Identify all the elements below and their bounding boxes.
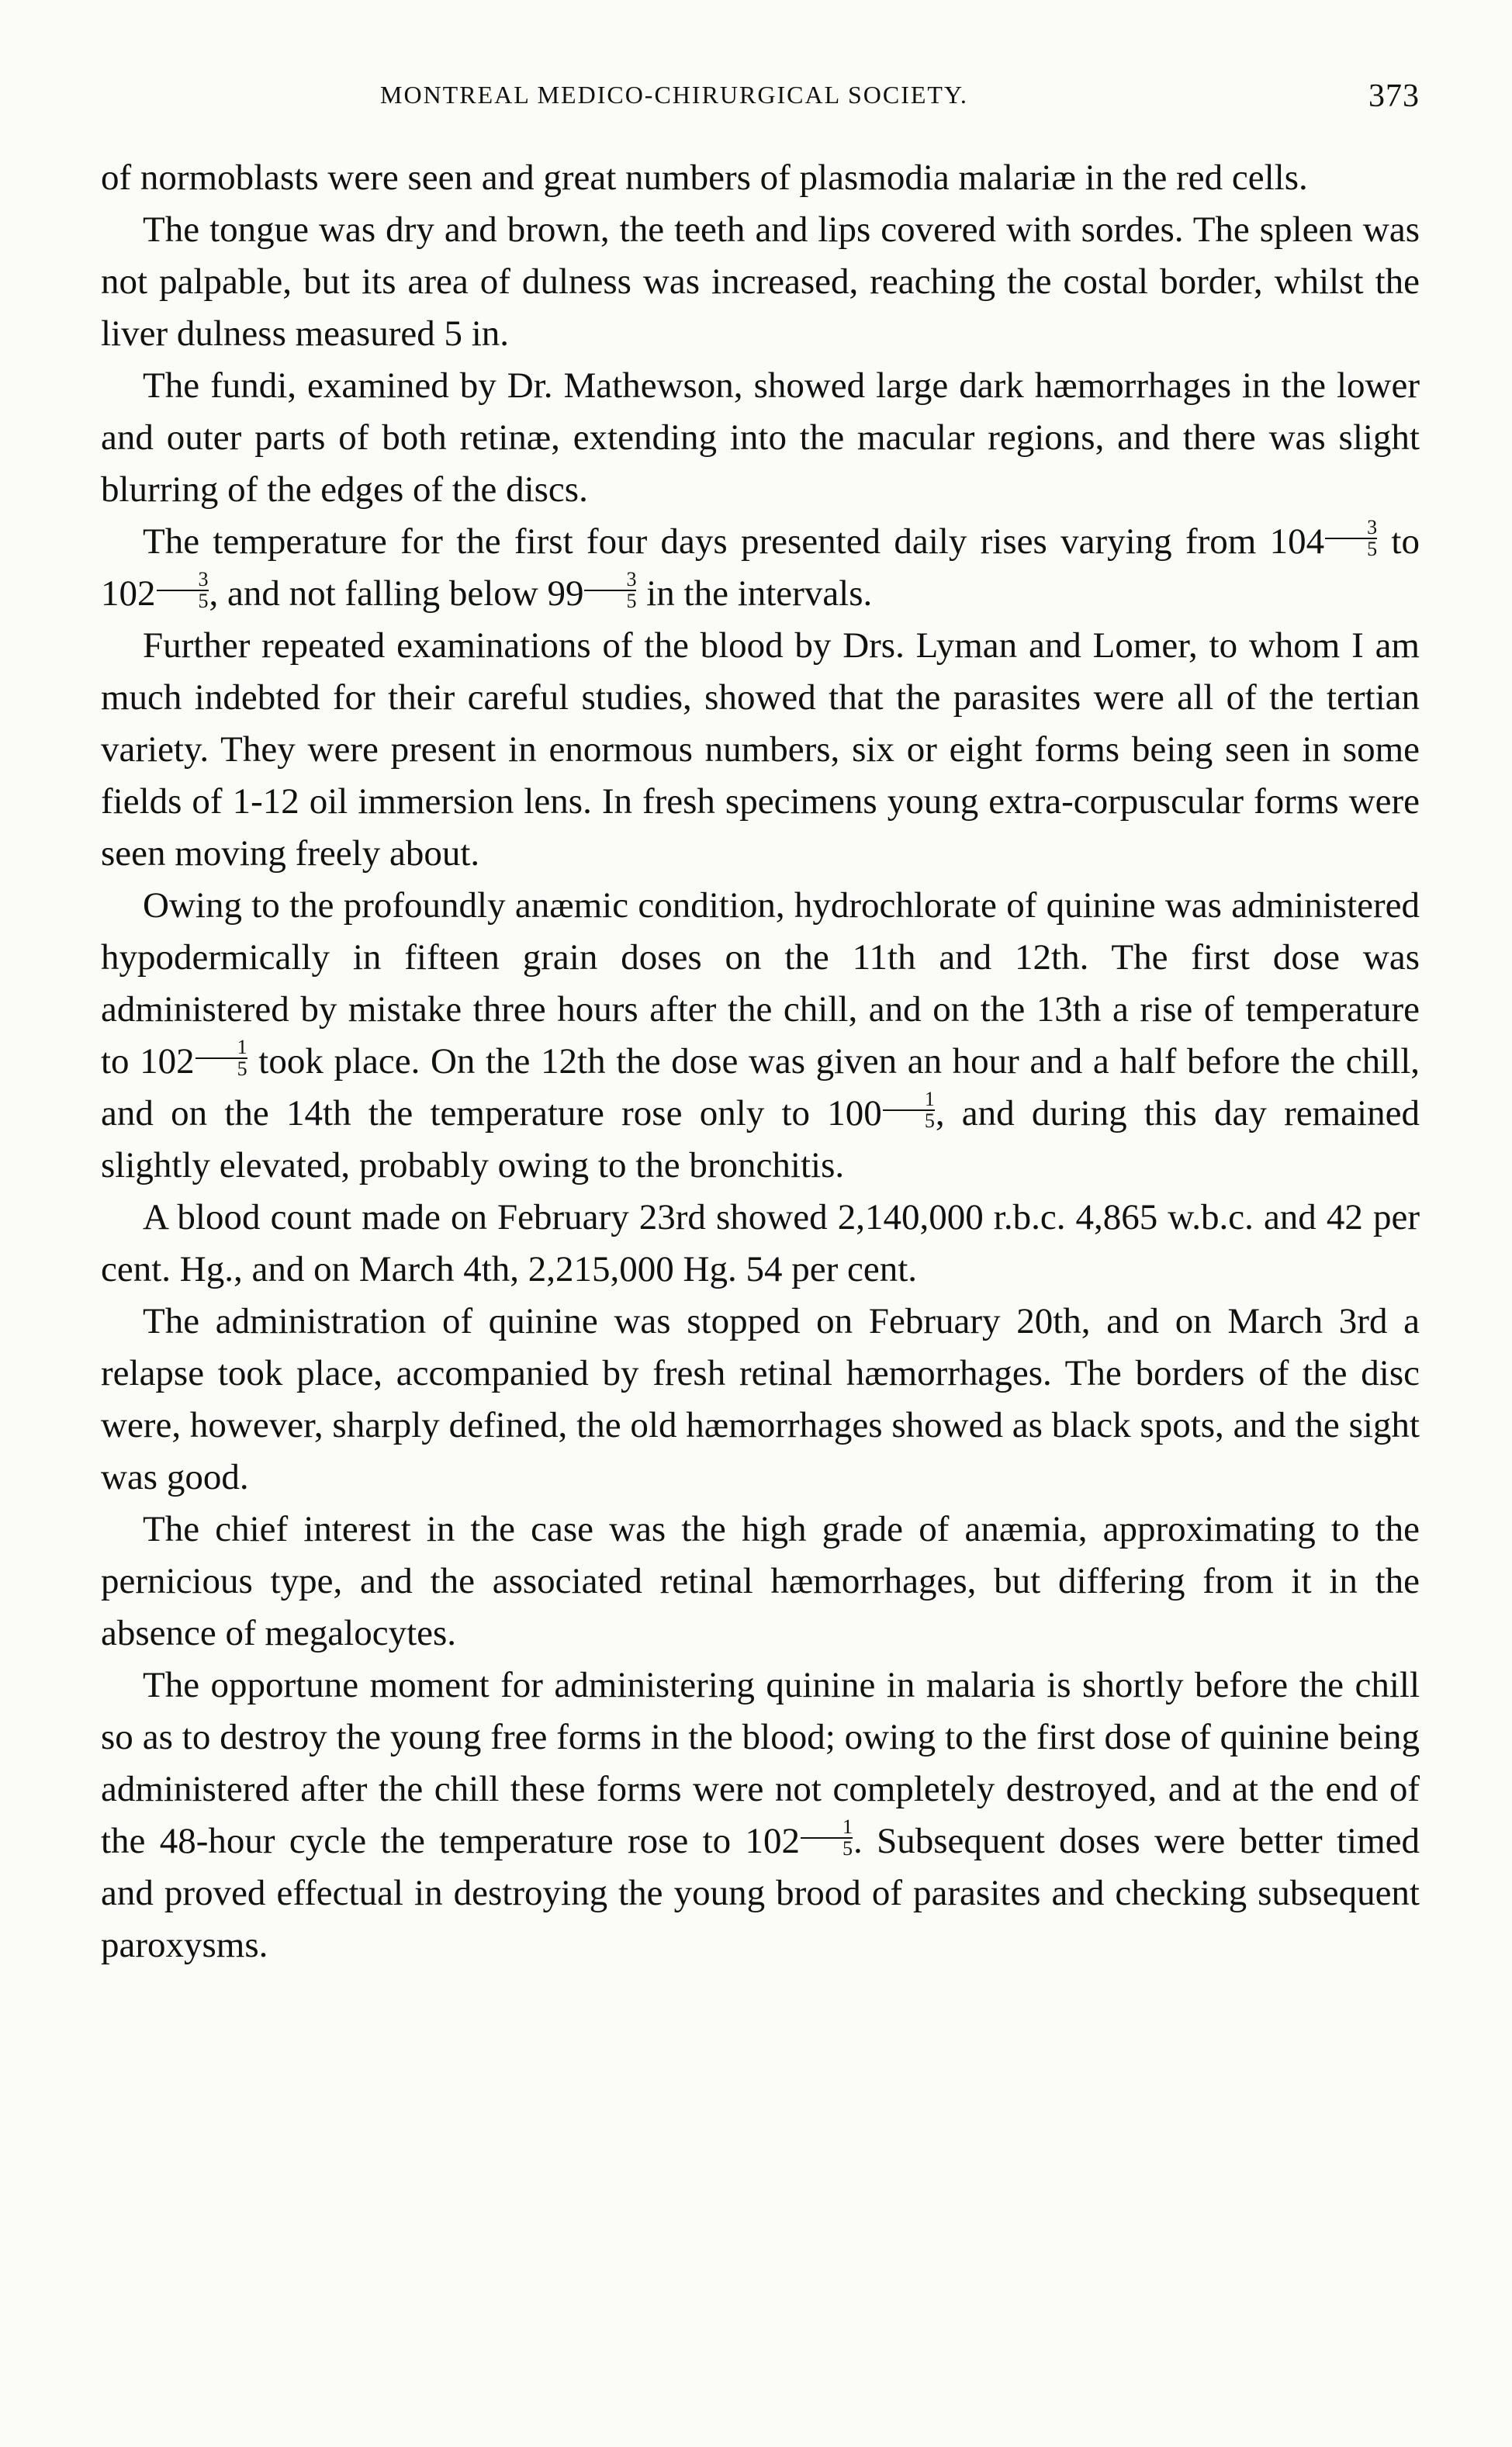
- text-run: . Subsequent doses were better timed and proved effectual in destroying the young brood of parasites and checking subsequent paroxysms.: [101, 1821, 1420, 1965]
- fraction-numerator: 1: [842, 1815, 853, 1838]
- paragraph: A blood count made on February 23rd showed 2,140,000 r.b.c. 4,865 w.b.c. and 42 per cent. Hg., and on March 4th, 2,215,000 Hg. 54 per cent.: [101, 1197, 1420, 1289]
- text-run: The temperature for the first four days presented daily rises varying from 104: [143, 521, 1325, 562]
- fraction-denominator: 5: [195, 1057, 247, 1079]
- fraction-denominator: 5: [883, 1109, 935, 1131]
- running-head: MONTREAL MEDICO-CHIRURGICAL SOCIETY.: [380, 81, 968, 109]
- fraction-denominator: 5: [801, 1837, 853, 1859]
- paragraph: The fundi, examined by Dr. Mathewson, showed large dark hæmorrhages in the lower and outer parts of both retinæ, extending into the macular regions, and there was slight blurring of the edges of the discs.: [101, 365, 1420, 510]
- paragraph: [101, 516, 1420, 620]
- page-header: [101, 78, 1420, 121]
- text-run: The opportune moment for administering quinine in malaria is shortly before the chill so as to destroy the young free forms in the blood; owing to the first dose of quinine being administered after the chill these forms were not completely destroyed, and at the end of the 48-hour cycle the temperature rose to 102: [101, 1665, 1420, 1861]
- body-text: [101, 152, 1420, 1971]
- text-run: Owing to the profoundly anæmic condition, hydrochlorate of quinine was administered hypodermically in fifteen grain doses on the 11th and 12th. The first dose was administered by mistake three hours after the chill, and on the 13th a rise of temperature to 102: [101, 885, 1420, 1082]
- paragraph: The chief interest in the case was the high grade of anæmia, approximating to the pernicious type, and the associated retinal hæmorrhages, but differing from it in the absence of megalocytes.: [101, 1509, 1420, 1653]
- paragraph: [101, 880, 1420, 1192]
- fraction-numerator: 3: [1367, 516, 1378, 538]
- fraction-denominator: 5: [157, 590, 209, 611]
- text-run: to 102: [101, 521, 1420, 614]
- fraction-denominator: 5: [1325, 538, 1377, 559]
- paragraph: Further repeated examinations of the blood by Drs. Lyman and Lomer, to whom I am much indebted for their careful studies, showed that the parasites were all of the tertian variety. They were present in enormous numbers, six or eight forms being seen in some fields of 1-12 oil immersion lens. In fresh specimens young extra-corpuscular forms were seen moving freely about.: [101, 625, 1420, 874]
- fraction: [1325, 517, 1377, 559]
- fraction-numerator: 1: [924, 1088, 935, 1110]
- fraction-denominator: 5: [584, 590, 636, 611]
- page-number: 373: [1368, 78, 1420, 114]
- fraction-numerator: 1: [237, 1036, 247, 1058]
- text-run: in the intervals.: [637, 573, 873, 614]
- fraction: [157, 569, 209, 611]
- fraction-numerator: 3: [198, 568, 209, 590]
- fraction: [195, 1037, 247, 1079]
- text-run: , and during this day remained slightly elevated, probably owing to the bronchitis.: [101, 1093, 1420, 1185]
- paragraph: [101, 1660, 1420, 1971]
- fraction: [584, 569, 636, 611]
- fraction: [883, 1089, 935, 1131]
- paragraph: of normoblasts were seen and great numbers of plasmodia malariæ in the red cells.: [101, 157, 1308, 198]
- paragraph: The tongue was dry and brown, the teeth and lips covered with sordes. The spleen was not palpable, but its area of dulness was increased, reaching the costal border, whilst the liver dulness measured 5 in.: [101, 209, 1420, 354]
- text-run: took place. On the 12th the dose was given an hour and a half before the chill, and on the 14th the temperature rose only to 100: [101, 1041, 1420, 1134]
- text-run: , and not falling below 99: [209, 573, 584, 614]
- paragraph: The administration of quinine was stopped on February 20th, and on March 3rd a relapse took place, accompanied by fresh retinal hæmorrhages. The borders of the disc were, however, sharply defined, the old hæmorrhages showed as black spots, and the sight was good.: [101, 1301, 1420, 1497]
- fraction: [801, 1817, 853, 1859]
- fraction-numerator: 3: [626, 568, 637, 590]
